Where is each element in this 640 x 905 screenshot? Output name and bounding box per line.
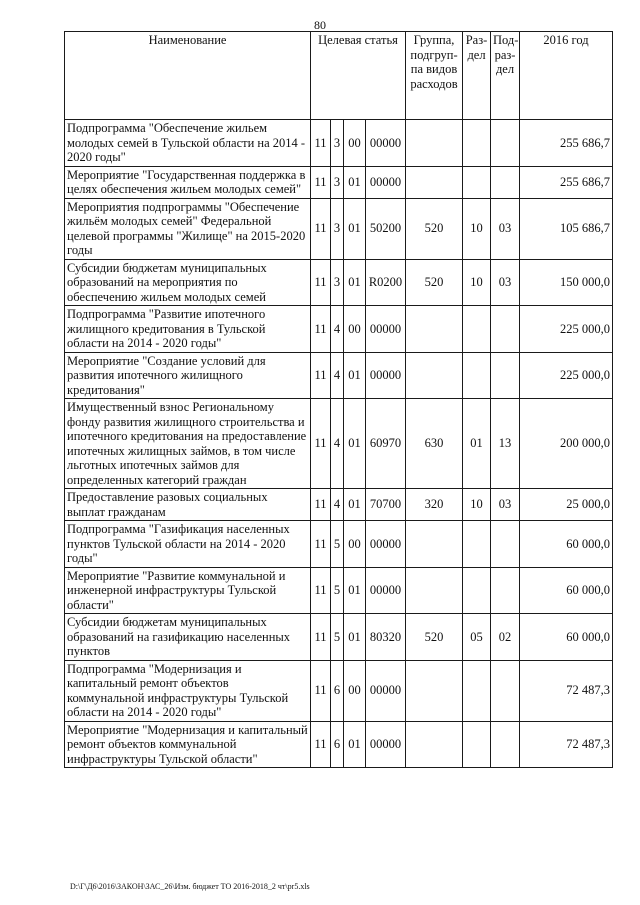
target-code-direction-cell: 00000 [366,660,406,721]
section-cell [463,567,491,614]
target-code-subprogram-cell: 3 [331,166,344,198]
subsection-cell [491,660,520,721]
amount-2016-cell: 225 000,0 [520,352,613,399]
budget-table [64,31,613,768]
file-path-footer: D:\Г\Д6\2016\ЗАКОН\ЗАС_26\Изм. бюджет ТО 2016-2018_2 чт\pr5.xls [70,882,310,891]
subsection-cell [491,166,520,198]
subsection-cell: 03 [491,259,520,306]
subsection-cell [491,120,520,167]
target-code-direction-cell: 50200 [366,198,406,259]
row-name-cell: Мероприятия подпрограммы "Обеспечение жильём молодых семей" Федеральной целевой программы "Жилище" на 2015-2020 годы [65,198,311,259]
target-code-program-cell: 11 [311,399,331,489]
target-code-direction-cell: 80320 [366,614,406,661]
row-name-cell: Субсидии бюджетам муниципальных образований на газификацию населенных пунктов [65,614,311,661]
amount-2016-cell: 150 000,0 [520,259,613,306]
section-cell: 01 [463,399,491,489]
target-code-program-cell: 11 [311,166,331,198]
target-code-event-cell: 01 [344,198,366,259]
section-cell [463,660,491,721]
target-code-direction-cell: 60970 [366,399,406,489]
subsection-cell [491,721,520,768]
expense-group-cell: 520 [406,259,463,306]
table-row [65,721,613,768]
table-row [65,259,613,306]
expense-group-cell [406,721,463,768]
target-code-program-cell: 11 [311,120,331,167]
target-code-program-cell: 11 [311,489,331,521]
target-code-direction-cell: 00000 [366,567,406,614]
target-code-program-cell: 11 [311,352,331,399]
target-code-subprogram-cell: 5 [331,614,344,661]
table-row [65,567,613,614]
section-cell: 10 [463,198,491,259]
table-row [65,521,613,568]
expense-group-cell [406,660,463,721]
target-code-direction-cell: 00000 [366,120,406,167]
target-code-program-cell: 11 [311,521,331,568]
subsection-cell: 03 [491,489,520,521]
target-code-event-cell: 00 [344,306,366,353]
expense-group-cell: 520 [406,614,463,661]
expense-group-cell: 320 [406,489,463,521]
subsection-cell [491,352,520,399]
target-code-subprogram-cell: 4 [331,352,344,399]
target-code-program-cell: 11 [311,721,331,768]
section-cell: 10 [463,259,491,306]
table-row [65,120,613,167]
row-name-cell: Мероприятие "Государственная поддержка в целях обеспечения жильем молодых семей" [65,166,311,198]
expense-group-cell [406,166,463,198]
page-number: 80 [314,18,326,32]
target-code-program-cell: 11 [311,660,331,721]
row-name-cell: Субсидии бюджетам муниципальных образований на мероприятия по обеспечению жильем молодых семей [65,259,311,306]
table-row [65,198,613,259]
target-code-subprogram-cell: 5 [331,521,344,568]
target-code-subprogram-cell: 6 [331,660,344,721]
target-code-subprogram-cell: 3 [331,120,344,167]
header-year-2016: 2016 год [520,32,613,120]
amount-2016-cell: 255 686,7 [520,166,613,198]
subsection-cell [491,521,520,568]
section-cell [463,120,491,167]
header-expense-group: Группа, подгруп-па видов расходов [406,32,463,120]
section-cell [463,166,491,198]
row-name-cell: Подпрограмма "Газификация населенных пунктов Тульской области на 2014 - 2020 годы" [65,521,311,568]
target-code-event-cell: 01 [344,399,366,489]
target-code-event-cell: 01 [344,721,366,768]
amount-2016-cell: 72 487,3 [520,660,613,721]
section-cell [463,306,491,353]
amount-2016-cell: 72 487,3 [520,721,613,768]
target-code-event-cell: 01 [344,352,366,399]
table-row [65,306,613,353]
amount-2016-cell: 225 000,0 [520,306,613,353]
target-code-direction-cell: 00000 [366,721,406,768]
expense-group-cell [406,352,463,399]
target-code-direction-cell: 00000 [366,306,406,353]
target-code-program-cell: 11 [311,306,331,353]
target-code-subprogram-cell: 4 [331,399,344,489]
header-target-article: Целевая статья [311,32,406,120]
target-code-direction-cell: 00000 [366,521,406,568]
header-section: Раз-дел [463,32,491,120]
target-code-program-cell: 11 [311,614,331,661]
row-name-cell: Подпрограмма "Развитие ипотечного жилищного кредитования в Тульской области на 2014 - 2020 годы" [65,306,311,353]
subsection-cell: 02 [491,614,520,661]
expense-group-cell [406,120,463,167]
target-code-direction-cell: 00000 [366,352,406,399]
amount-2016-cell: 60 000,0 [520,567,613,614]
expense-group-cell: 520 [406,198,463,259]
row-name-cell: Мероприятие "Модернизация и капитальный ремонт объектов коммунальной инфраструктуры Тульской области" [65,721,311,768]
target-code-subprogram-cell: 4 [331,306,344,353]
target-code-subprogram-cell: 4 [331,489,344,521]
target-code-subprogram-cell: 5 [331,567,344,614]
subsection-cell: 13 [491,399,520,489]
table-header-row [65,32,613,120]
table-row [65,352,613,399]
target-code-direction-cell: 70700 [366,489,406,521]
expense-group-cell [406,567,463,614]
subsection-cell [491,567,520,614]
section-cell [463,721,491,768]
section-cell: 05 [463,614,491,661]
section-cell: 10 [463,489,491,521]
target-code-event-cell: 00 [344,660,366,721]
header-subsection: Под-раз-дел [491,32,520,120]
section-cell [463,352,491,399]
amount-2016-cell: 25 000,0 [520,489,613,521]
table-row [65,166,613,198]
header-name: Наименование [65,32,311,120]
table-row [65,660,613,721]
amount-2016-cell: 60 000,0 [520,521,613,568]
table-row [65,614,613,661]
row-name-cell: Предоставление разовых социальных выплат гражданам [65,489,311,521]
target-code-program-cell: 11 [311,567,331,614]
row-name-cell: Подпрограмма "Обеспечение жильем молодых семей в Тульской области на 2014 - 2020 годы" [65,120,311,167]
target-code-program-cell: 11 [311,259,331,306]
amount-2016-cell: 60 000,0 [520,614,613,661]
target-code-event-cell: 01 [344,567,366,614]
target-code-program-cell: 11 [311,198,331,259]
row-name-cell: Имущественный взнос Региональному фонду развития жилищного строительства и ипотечного кредитования на предоставление ипотечных жилищных займов, в том числе льготных ипотечных займов для определенных категорий граждан [65,399,311,489]
amount-2016-cell: 200 000,0 [520,399,613,489]
row-name-cell: Мероприятие "Развитие коммунальной и инженерной инфраструктуры Тульской области" [65,567,311,614]
target-code-event-cell: 00 [344,120,366,167]
subsection-cell: 03 [491,198,520,259]
table-row [65,399,613,489]
target-code-subprogram-cell: 3 [331,259,344,306]
target-code-subprogram-cell: 3 [331,198,344,259]
subsection-cell [491,306,520,353]
target-code-event-cell: 00 [344,521,366,568]
section-cell [463,521,491,568]
amount-2016-cell: 255 686,7 [520,120,613,167]
target-code-event-cell: 01 [344,614,366,661]
target-code-event-cell: 01 [344,489,366,521]
table-row [65,489,613,521]
amount-2016-cell: 105 686,7 [520,198,613,259]
target-code-event-cell: 01 [344,166,366,198]
expense-group-cell: 630 [406,399,463,489]
target-code-subprogram-cell: 6 [331,721,344,768]
row-name-cell: Подпрограмма "Модернизация и капитальный ремонт объектов коммунальной инфраструктуры Тульской области на 2014 - 2020 годы" [65,660,311,721]
row-name-cell: Мероприятие "Создание условий для развития ипотечного жилищного кредитования" [65,352,311,399]
expense-group-cell [406,521,463,568]
target-code-event-cell: 01 [344,259,366,306]
expense-group-cell [406,306,463,353]
target-code-direction-cell: 00000 [366,166,406,198]
target-code-direction-cell: R0200 [366,259,406,306]
